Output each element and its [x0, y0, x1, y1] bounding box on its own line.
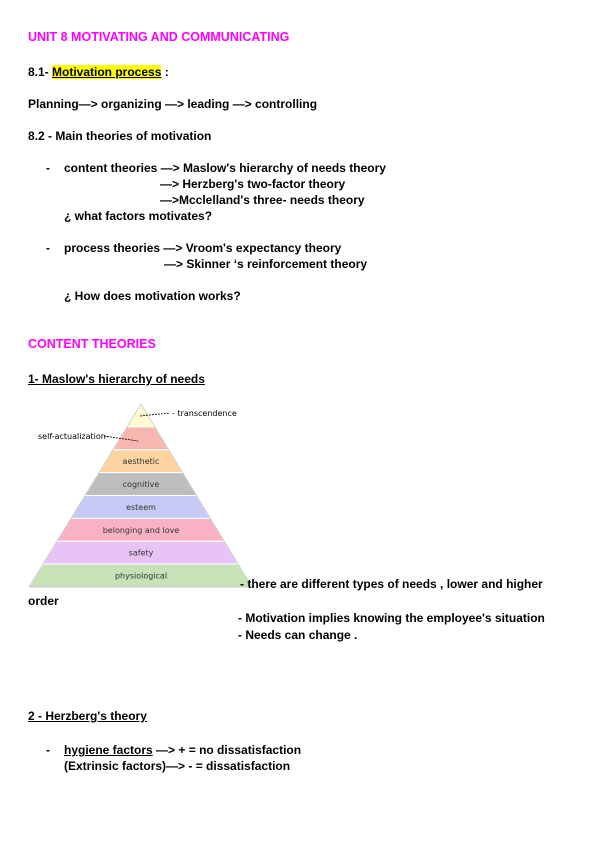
process-line: Planning—> organizing —> leading —> controlling — [28, 97, 318, 111]
hygiene-factors-rest: —> + = no dissatisfaction — [152, 743, 302, 757]
content-theories-line3: —>Mcclelland's three- needs theory — [160, 193, 365, 207]
pyramid-level-self-actualization — [113, 427, 169, 450]
section-8-1-colon: : — [161, 65, 169, 79]
content-question: ¿ what factors motivates? — [64, 209, 213, 223]
pyramid-label-cognitive: cognitive — [122, 480, 160, 490]
section-8-1-number: 8.1- — [28, 65, 53, 79]
callout-transcendence: - transcendence — [172, 409, 237, 418]
extrinsic-line: (Extrinsic factors)—> - = dissatisfaction — [64, 759, 291, 773]
hygiene-factors-label: hygiene factors — [64, 743, 153, 757]
section-8-2: 8.2 - Main theories of motivation — [28, 129, 212, 143]
bullet-herzberg: - — [46, 743, 50, 757]
process-question: ¿ How does motivation works? — [64, 289, 241, 303]
process-theories-line2: —> Skinner ‘s reinforcement theory — [164, 257, 368, 271]
pyramid-label-physiological: physiological — [114, 571, 168, 581]
process-theories-line1: process theories —> Vroom's expectancy theory — [64, 241, 342, 255]
motivation-process-label: Motivation process — [52, 65, 162, 79]
hygiene-line — [64, 743, 301, 757]
content-theories-line2: —> Herzberg's two-factor theory — [160, 177, 346, 191]
maslow-note-1b: order — [28, 594, 59, 608]
maslow-note-2: - Motivation implies knowing the employee's situation — [238, 611, 545, 625]
content-theories-heading: CONTENT THEORIES — [28, 337, 156, 351]
herzberg-heading: 2 - Herzberg's theory — [28, 709, 147, 723]
maslow-note-3: - Needs can change . — [238, 628, 358, 642]
pyramid-label-esteem: esteem — [126, 502, 156, 512]
pyramid-level-transcendence — [127, 404, 155, 427]
pyramid-label-belonging-and-love: belonging and love — [102, 525, 180, 535]
page-title: UNIT 8 MOTIVATING AND COMMUNICATING — [28, 30, 290, 44]
bullet-content: - — [46, 161, 50, 175]
callout-self-actualization: self-actualization- — [38, 432, 109, 441]
maslow-note-1a: - there are different types of needs , lower and higher — [240, 577, 543, 591]
pyramid-label-aesthetic: aesthetic — [122, 457, 160, 467]
maslow-heading: 1- Maslow's hierarchy of needs — [28, 372, 205, 386]
bullet-process: - — [46, 241, 50, 255]
content-theories-line1: content theories —> Maslow's hierarchy of needs theory — [64, 161, 386, 175]
pyramid-label-safety: safety — [128, 548, 154, 558]
